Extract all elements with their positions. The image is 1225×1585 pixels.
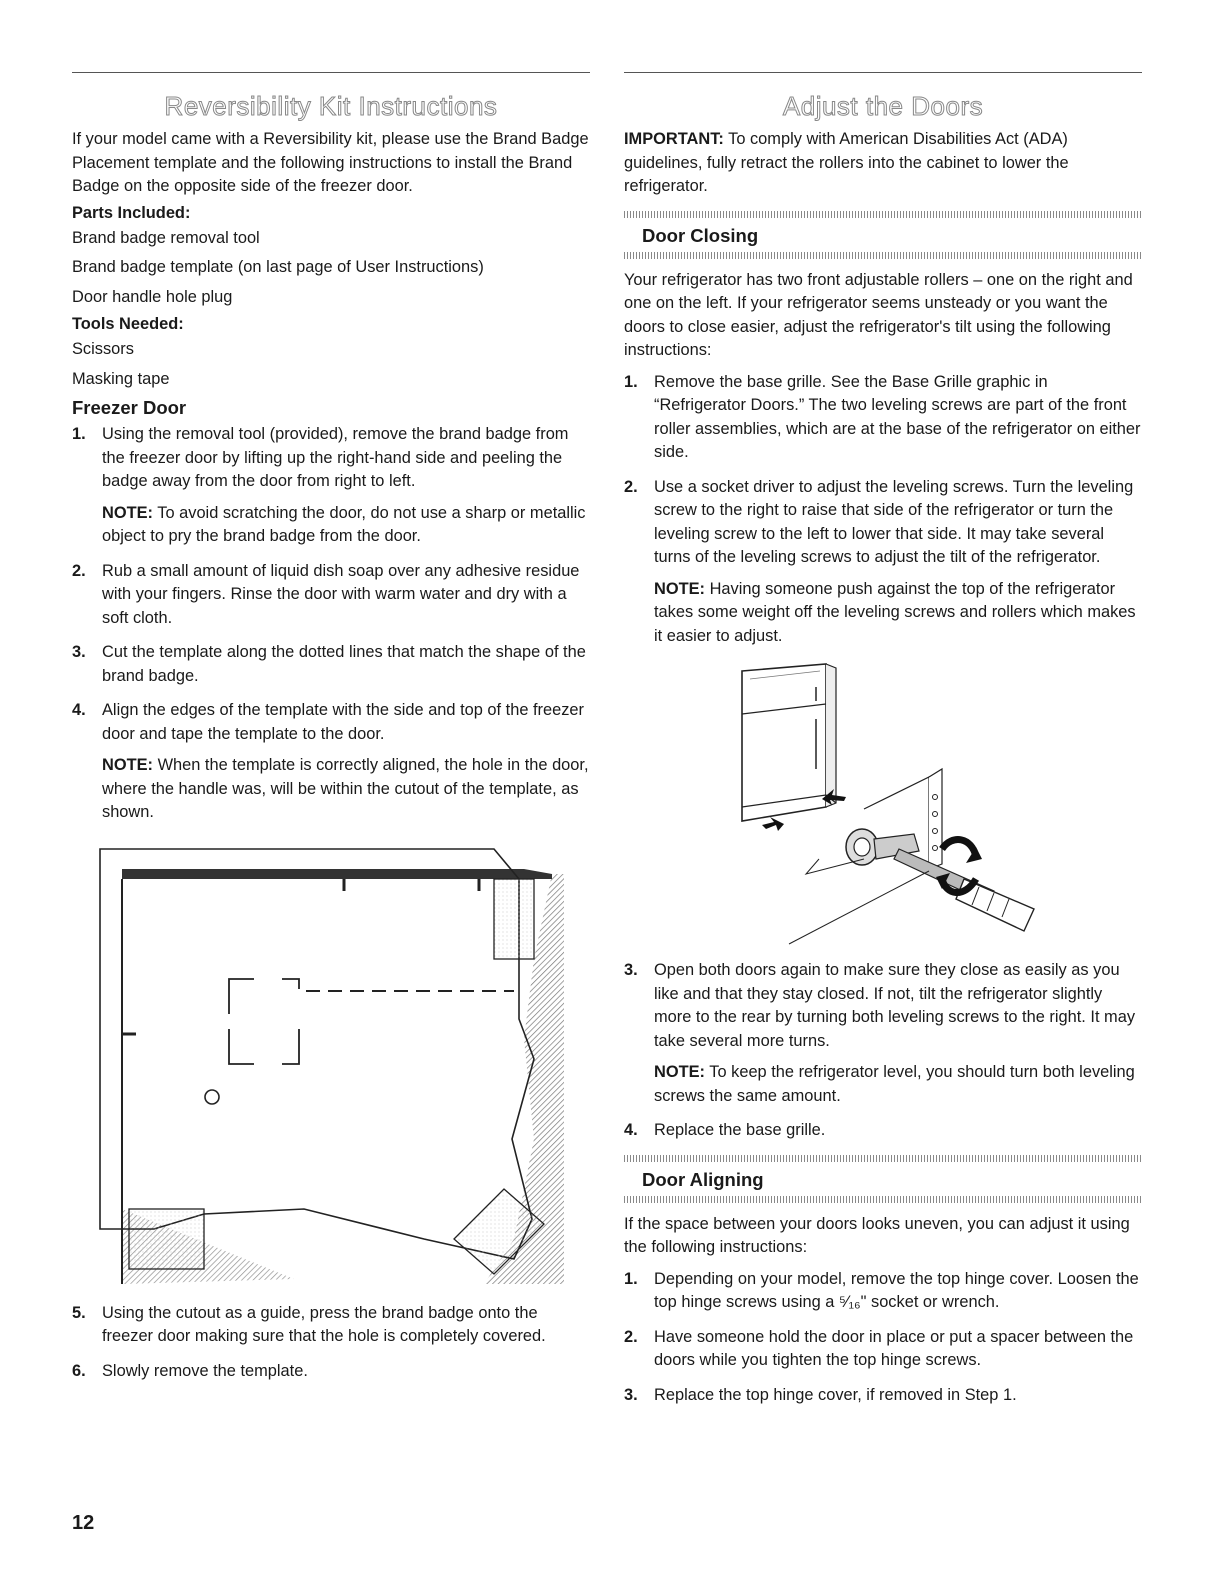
step-text: Use a socket driver to adjust the leveling screws. Turn the leveling screw to the right to raise that side of the refrigerator or turn the leveling screw to the left to lower that side. It may take several turns of the leveling screws to adjust the tilt of the refrigerator. <box>654 477 1134 566</box>
freezer-steps <box>72 423 590 825</box>
closing-intro: Your refrigerator has two front adjustable rollers – one on the right and one on the left. If your refrigerator seems unsteady or you want the doors to close easier, adjust the refrigerator's tilt using the following instructions: <box>624 270 1133 359</box>
step-note <box>654 1061 1142 1108</box>
step-item <box>624 1268 1142 1315</box>
part-item: Door handle hole plug <box>72 287 233 306</box>
door-aligning-heading: Door Aligning <box>642 1168 764 1190</box>
section-title-adjust-doors: Adjust the Doors <box>782 91 984 121</box>
step-number: 6. <box>72 1361 86 1380</box>
note-text: To keep the refrigerator level, you should turn both leveling screws the same amount. <box>654 1063 1135 1105</box>
step-number: 5. <box>72 1303 86 1322</box>
step-number: 4. <box>72 701 86 719</box>
note-label: NOTE: <box>654 1063 705 1081</box>
step-number: 3. <box>624 961 638 979</box>
tool-item: Masking tape <box>72 369 170 388</box>
top-rule <box>624 72 1142 73</box>
step-number: 4. <box>624 1121 638 1139</box>
tool-item: Scissors <box>72 340 134 358</box>
aligning-intro: If the space between your doors looks uneven, you can adjust it using the following instructions: <box>624 1214 1130 1256</box>
note-label: NOTE: <box>102 503 153 522</box>
roller-illustration <box>714 659 1054 949</box>
step-item <box>72 1302 590 1349</box>
step-item <box>624 371 1142 465</box>
template-illustration <box>94 839 570 1294</box>
aligning-steps <box>624 1268 1142 1408</box>
step-item <box>624 1326 1142 1373</box>
left-column <box>72 72 590 1394</box>
important-text: To comply with American Disabilities Act (ADA) guidelines, fully retract the rollers into the cabinet to lower the refrigerator. <box>624 130 1069 195</box>
top-rule <box>72 72 590 73</box>
step-item <box>624 959 1142 1108</box>
closing-steps-continued <box>624 959 1142 1143</box>
step-item <box>624 476 1142 649</box>
step-item <box>624 1384 1142 1408</box>
step-text: Remove the base grille. See the Base Grille graphic in “Refrigerator Doors.” The two leveling screws are part of the front roller assemblies, which are at the base of the refrigerator on either side. <box>654 372 1141 461</box>
step-item <box>72 423 590 549</box>
door-closing-heading: Door Closing <box>642 224 759 246</box>
door-closing-band <box>624 211 1142 259</box>
part-item: Brand badge removal tool <box>72 228 260 247</box>
step-text: Replace the top hinge cover, if removed in Step 1. <box>654 1385 1017 1404</box>
step-text: Depending on your model, remove the top hinge cover. Loosen the top hinge screws using a ⁵⁄₁₆" socket or wrench. <box>654 1269 1139 1311</box>
step-number: 2. <box>624 477 638 496</box>
part-item: Brand badge template (on last page of User Instructions) <box>72 258 484 276</box>
note-text: Having someone push against the top of the refrigerator takes some weight off the leveling screws and rollers which makes it easier to adjust. <box>654 579 1136 645</box>
step-text: Replace the base grille. <box>654 1121 826 1139</box>
step-note <box>102 754 590 825</box>
step-text: Have someone hold the door in place or put a spacer between the doors while you tighten the top hinge screws. <box>654 1327 1134 1369</box>
step-item <box>72 1360 590 1384</box>
tools-label: Tools Needed: <box>72 315 184 333</box>
door-aligning-band <box>624 1155 1142 1203</box>
step-number: 2. <box>624 1327 638 1346</box>
step-item <box>72 641 590 688</box>
step-text: Cut the template along the dotted lines that match the shape of the brand badge. <box>102 643 586 685</box>
note-label: NOTE: <box>654 579 705 598</box>
step-note <box>102 502 590 549</box>
section-title-reversibility: Reversibility Kit Instructions <box>164 91 498 121</box>
step-text: Using the cutout as a guide, press the brand badge onto the freezer door making sure that the hole is completely covered. <box>102 1303 546 1345</box>
note-text: To avoid scratching the door, do not use a sharp or metallic object to pry the brand badge from the door. <box>102 503 586 545</box>
step-text: Slowly remove the template. <box>102 1361 308 1380</box>
step-item <box>624 1119 1142 1143</box>
important-label: IMPORTANT: <box>624 130 724 148</box>
step-text: Rub a small amount of liquid dish soap over any adhesive residue with your fingers. Rinse the door with warm water and dry with a soft cloth. <box>102 561 580 627</box>
right-column <box>624 72 1142 1418</box>
important-paragraph <box>624 128 1142 199</box>
step-text: Open both doors again to make sure they close as easily as you like and that they stay closed. If not, tilt the refrigerator slightly more to the rear by turning both leveling screws to the right. It may take several more turns. <box>654 961 1136 1050</box>
freezer-door-heading: Freezer Door <box>72 397 187 418</box>
step-item <box>72 560 590 631</box>
note-label: NOTE: <box>102 756 153 774</box>
freezer-steps-continued <box>72 1302 590 1384</box>
step-number: 3. <box>72 643 86 661</box>
step-number: 1. <box>624 372 638 391</box>
step-number: 2. <box>72 561 86 580</box>
closing-steps <box>624 371 1142 649</box>
step-number: 1. <box>624 1269 638 1288</box>
step-item <box>72 699 590 825</box>
step-text: Using the removal tool (provided), remove the brand badge from the freezer door by lifting up the right-hand side and peeling the badge away from the door from right to left. <box>102 425 569 490</box>
page-number: 12 <box>72 1512 95 1534</box>
intro-paragraph: If your model came with a Reversibility kit, please use the Brand Badge Placement template and the following instructions to install the Brand Badge on the opposite side of the freezer door. <box>72 130 589 195</box>
step-number: 3. <box>624 1385 638 1404</box>
step-note <box>654 578 1142 649</box>
step-text: Align the edges of the template with the side and top of the freezer door and tape the template to the door. <box>102 701 585 743</box>
parts-label: Parts Included: <box>72 203 191 222</box>
note-text: When the template is correctly aligned, the hole in the door, where the handle was, will be within the cutout of the template, as shown. <box>102 756 589 821</box>
step-number: 1. <box>72 425 86 443</box>
